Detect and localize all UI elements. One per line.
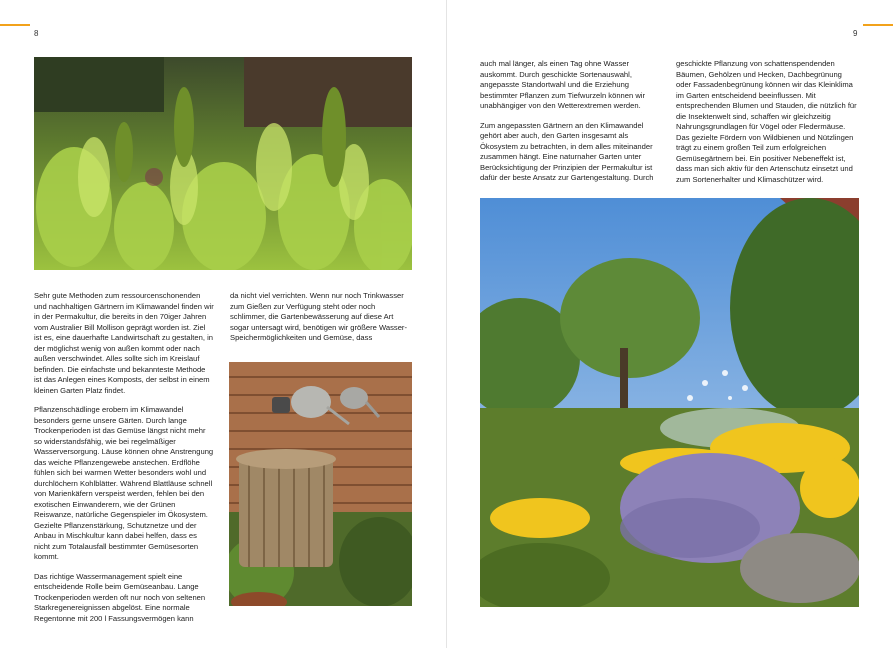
paragraph: Sehr gute Methoden zum ressourcenschonenden und nachhaltigen Gärtnern im Klimawandel finden wir in der Permakultur, die bereits in den 70iger Jahren vom Australier Bill Mollison geprägt worden ist. Ziel ist es, eine dauerhafte Landwirtschaft zu gestalten, in der möglichst wenig von außen kommt oder nach außen verschwindet. Alles sollte sich im Kreislauf befinden. Die einfachste und bekannteste Methode ist das Anlegen eines Komposts, der selbst in einem kleinen Garten Platz findet. xyxy=(34,291,214,395)
page-rule-right xyxy=(863,24,893,26)
left-column-1 xyxy=(34,291,214,633)
paragraph: Das richtige Wassermanagement spielt eine entscheidende Rolle beim Gemüseanbau. Lange Trockenperioden werden oft nur noch von seltenen Starkregenereignissen abgelöst. Eine normale Regentonne mit 200 l Fassungsvermögen kann xyxy=(34,571,206,623)
paragraph: Zum angepassten Gärtnern an den Klimawandel gehört aber auch, den Garten insgesamt als Ökosystem zu betrachten, in dem alles miteinander zusammen hängt. Eine naturnaher Garten unter Berücksichtigung der Prinzipien der Permakultur ist dafür der beste Ansatz zur Gartengestaltung. Durch xyxy=(480,120,654,182)
watering-cans-photo xyxy=(229,362,412,606)
paragraph: da nicht viel verrichten. Wenn nur noch Trinkwasser zum Gießen zur Verfügung steht oder noch schlimmer, die Gartenbewässerung auf diese Art sogar untersagt wird, benötigen wir größere Wasser-Speichermöglichkeiten und Gemüse, dass xyxy=(230,291,407,342)
paragraph: geschickte Pflanzung von schattenspendenden Bäumen, Gehölzen und Hecken, Dachbegrünung oder Fassadenbegrünung können wir das Kleinklima im Garten entscheidend beeinflussen. Mit entsprechenden Blumen und Stauden, die nützlich für die Insektenwelt sind, schaffen wir gleichzeitig Nahrungsgrundlagen für Vögel oder Fledermäuse. Das gezielte Fördern von Wildbienen und Nützlingen trägt zu einem großen Teil zum erfolgreichen Gemüsegärtnern bei. Ein positiver Nebeneffekt ist, dass man sich aktiv für den Artenschutz einsetzt und zum Sortenerhalter und Klimaschützer wird. xyxy=(676,59,857,184)
paragraph: auch mal länger, als einen Tag ohne Wasser auskommt. Durch geschickte Sortenauswahl, angepasste Standortwahl und die Erziehung bestimmter Pflanzen zum Tiefwurzeln können wir unabhängiger von den Wetterextremen werden. xyxy=(480,59,646,110)
vegetable-bed-photo xyxy=(34,57,412,270)
page-number-right: 9 xyxy=(853,29,858,38)
page-number-left: 8 xyxy=(34,29,39,38)
right-column-1 xyxy=(480,59,659,193)
garden-photo xyxy=(480,198,859,607)
page-rule-left xyxy=(0,24,30,26)
left-column-2 xyxy=(230,291,412,353)
right-column-2 xyxy=(676,59,858,194)
page-gutter xyxy=(446,0,447,648)
paragraph: Pflanzenschädlinge erobern im Klimawandel besonders gerne unsere Gärten. Durch lange Trockenperioden ist das Gemüse längst nicht mehr so widerstandsfähig, wie bei regelmäßiger Wasserversorgung. Läuse können ohne Anstrengung das weiche Pflanzengewebe anstechen. Erdflöhe fühlen sich bei warmen Wetter besonders wohl und durchlöchern Kohlblätter. Während Blattläuse schnell von Marienkäfern verspeist werden, fehlen bei den exotischen Einwanderern, wie der Grünen Reiswanze, natürliche Gegenspieler im Ökosystem. Gezielte Pflanzenstärkung, Schutznetze und der Anbau in Mischkultur kann dabei helfen, dass es nicht zum Totalausfall bestimmter Gemüsesorten kommt. xyxy=(34,405,214,561)
